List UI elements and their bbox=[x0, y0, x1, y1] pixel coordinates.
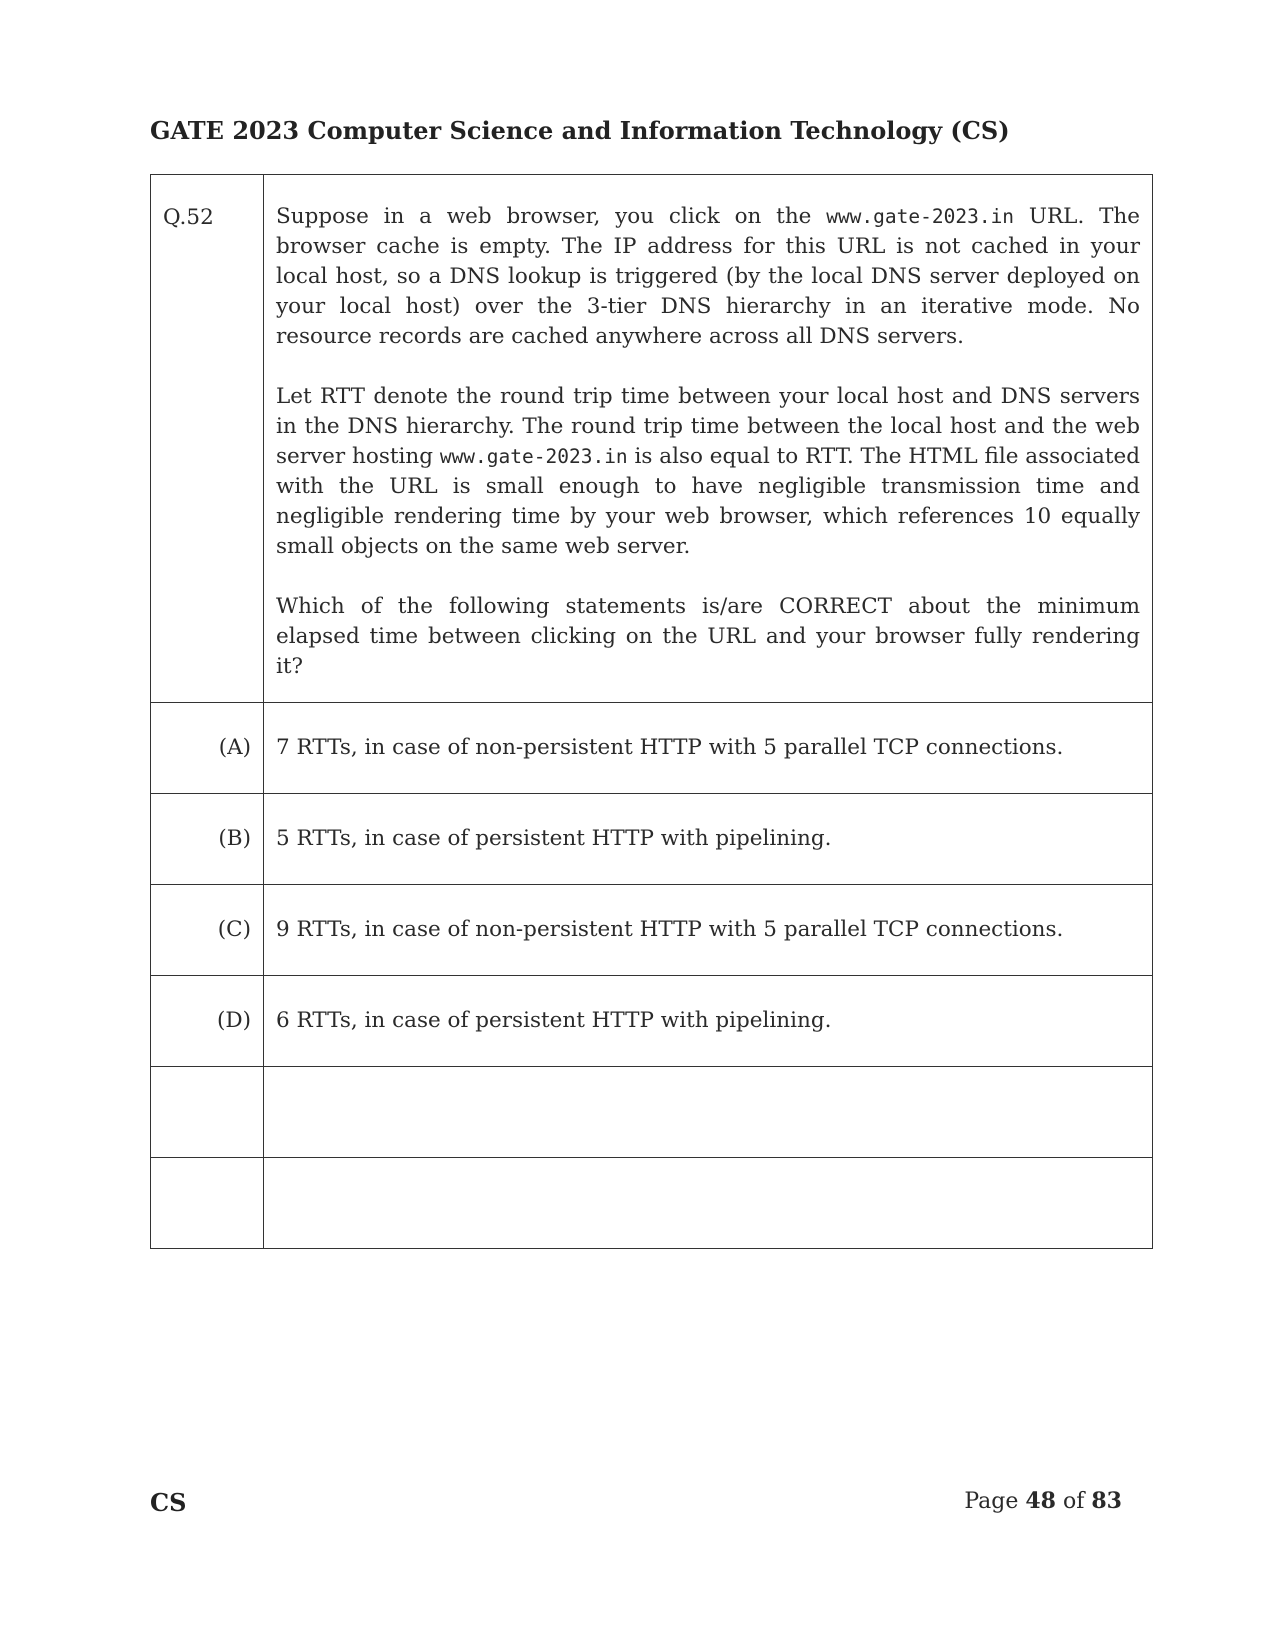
option-label: (A) bbox=[151, 703, 264, 794]
option-label: (D) bbox=[151, 976, 264, 1067]
url-text: www.gate-2023.in bbox=[439, 445, 628, 468]
option-text: 7 RTTs, in case of non-persistent HTTP with 5 parallel TCP connections. bbox=[264, 703, 1153, 794]
question-body bbox=[264, 175, 1153, 703]
option-label: (C) bbox=[151, 885, 264, 976]
page-header-title: GATE 2023 Computer Science and Information Technology (CS) bbox=[150, 116, 1010, 145]
option-label: (B) bbox=[151, 794, 264, 885]
current-page: 48 bbox=[1025, 1488, 1056, 1514]
empty-cell bbox=[151, 1158, 264, 1249]
option-row-a bbox=[151, 703, 1153, 794]
url-text: www.gate-2023.in bbox=[826, 205, 1015, 228]
empty-row bbox=[151, 1067, 1153, 1158]
question-row bbox=[151, 175, 1153, 703]
empty-row bbox=[151, 1158, 1153, 1249]
empty-cell bbox=[264, 1067, 1153, 1158]
option-row-b bbox=[151, 794, 1153, 885]
empty-cell bbox=[264, 1158, 1153, 1249]
option-text: 5 RTTs, in case of persistent HTTP with pipelining. bbox=[264, 794, 1153, 885]
question-paragraph-2: Let RTT denote the round trip time between your local host and DNS servers in the DNS hierarchy. The round trip time between the local host and the web server hosting www.gate-2023.in is also equal to RTT. The HTML file associated with the URL is small enough to have negligible transmission time and negligible rendering time by your web browser, which references 10 equally small objects on the same web server. bbox=[276, 384, 1140, 559]
question-number: Q.52 bbox=[151, 175, 264, 703]
option-row-d bbox=[151, 976, 1153, 1067]
total-pages: 83 bbox=[1091, 1488, 1122, 1514]
option-row-c bbox=[151, 885, 1153, 976]
option-text: 9 RTTs, in case of non-persistent HTTP with 5 parallel TCP connections. bbox=[264, 885, 1153, 976]
option-text: 6 RTTs, in case of persistent HTTP with pipelining. bbox=[264, 976, 1153, 1067]
question-paragraph-1: Suppose in a web browser, you click on the www.gate-2023.in URL. The browser cache is empty. The IP address for this URL is not cached in your local host, so a DNS lookup is triggered (by the local DNS server deployed on your local host) over the 3-tier DNS hierarchy in an iterative mode. No resource records are cached anywhere across all DNS servers. bbox=[276, 204, 1140, 349]
question-paragraph-3: Which of the following statements is/are CORRECT about the minimum elapsed time between clicking on the URL and your browser fully rendering it? bbox=[276, 594, 1140, 679]
footer-page-number: Page 48 of 83 bbox=[964, 1488, 1122, 1514]
question-table bbox=[150, 174, 1153, 1249]
empty-cell bbox=[151, 1067, 264, 1158]
footer-subject-code: CS bbox=[150, 1488, 187, 1517]
